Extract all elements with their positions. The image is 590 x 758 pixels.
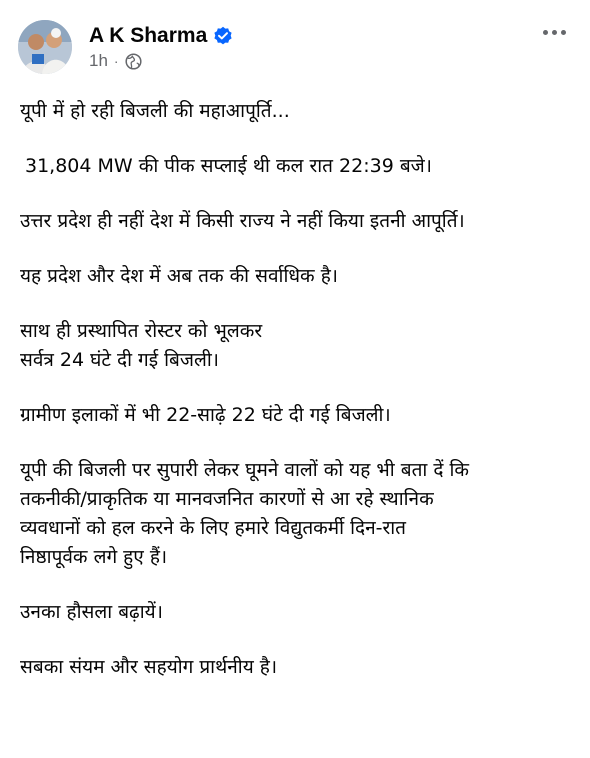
post-paragraph: ग्रामीण इलाकों में भी 22-साढ़े 22 घंटे दी गई बिजली।: [20, 404, 391, 426]
meta-separator: ·: [113, 53, 119, 69]
dot-icon: [543, 30, 548, 35]
author-avatar[interactable]: [18, 20, 72, 74]
post-paragraph: उत्तर प्रदेश ही नहीं देश में किसी राज्य ने नहीं किया इतनी आपूर्ति।: [20, 210, 465, 232]
dot-icon: [552, 30, 557, 35]
post-paragraph: यह प्रदेश और देश में अब तक की सर्वाधिक है।: [20, 265, 338, 287]
post-paragraph: यूपी की बिजली पर सुपारी लेकर घूमने वालों को यह भी बता दें कि तकनीकी/प्राकृतिक या मानवजनित कारणों से आ रहे स्थानिक व्यवधानों को हल करने के लिए हमारे विद्युतकर्मी दिन-रात निष्ठापूर्वक लगे हुए हैं।: [20, 459, 470, 568]
author-block: [89, 22, 233, 71]
post-content: [20, 97, 575, 708]
post-paragraph: उनका हौसला बढ़ायें।: [20, 601, 163, 623]
post-paragraph: सबका संयम और सहयोग प्रार्थनीय है।: [20, 656, 278, 678]
post-paragraph: 31,804 MW की पीक सप्लाई थी कल रात 22:39 बजे।: [25, 155, 432, 177]
dot-icon: [561, 30, 566, 35]
post-paragraph: साथ ही प्रस्थापित रोस्टर को भूलकर सर्वत्र 24 घंटे दी गई बिजली।: [20, 320, 263, 371]
post-meta: [89, 51, 233, 71]
post-header: [18, 18, 572, 74]
globe-icon[interactable]: [125, 53, 142, 70]
profile-photo: [18, 20, 72, 74]
author-name[interactable]: A K Sharma: [89, 24, 208, 47]
post-time[interactable]: 1h: [89, 51, 108, 70]
post-paragraph: यूपी में हो रही बिजली की महाआपूर्ति...: [20, 100, 290, 122]
more-options-icon[interactable]: [536, 20, 572, 44]
verified-badge-icon: [213, 26, 233, 46]
author-row: [89, 22, 233, 50]
